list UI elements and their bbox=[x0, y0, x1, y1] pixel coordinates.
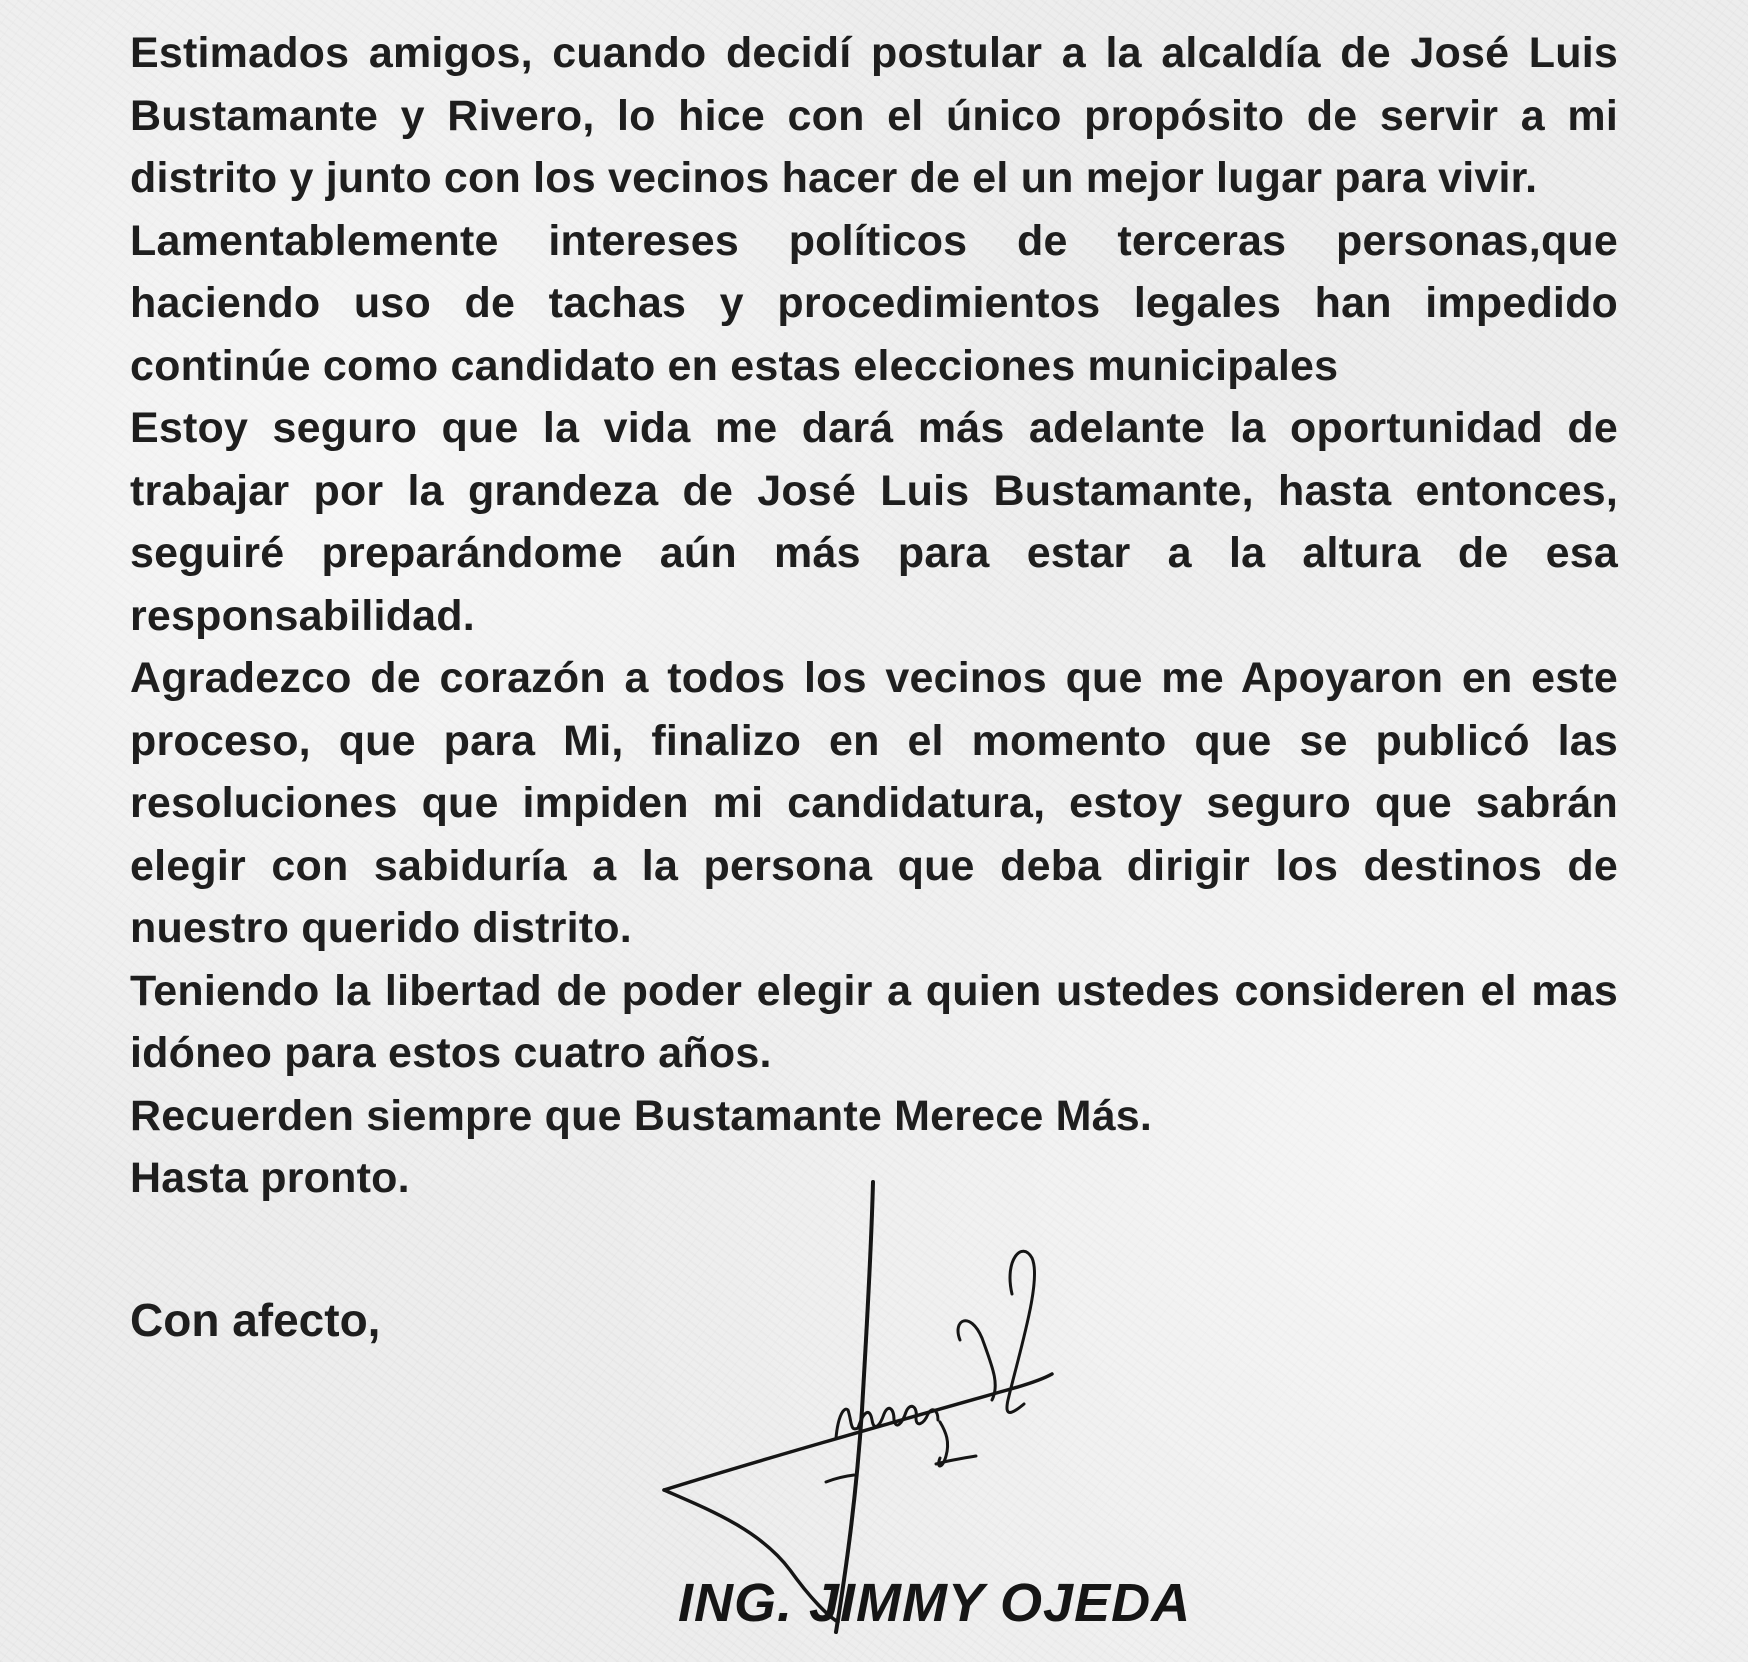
letter-body bbox=[130, 22, 1618, 1210]
paragraph-freedom: Teniendo la libertad de poder elegir a quien ustedes consideren el mas idóneo para estos cuatro años. bbox=[130, 966, 1618, 1077]
paragraph-slogan: Recuerden siempre que Bustamante Merece Más. bbox=[130, 1091, 1153, 1140]
signer-name: ING. JIMMY OJEDA bbox=[678, 1573, 1192, 1633]
paragraph-farewell: Hasta pronto. bbox=[130, 1154, 410, 1202]
paragraph-intro: Estimados amigos, cuando decidí postular a la alcaldía de José Luis Bustamante y Rivero, lo hice con el único propósito de servir a mi distrito y junto con los vecinos hacer de el un mejor lugar para vivir. bbox=[130, 29, 1618, 202]
closing-salutation: Con afecto, bbox=[130, 1294, 381, 1346]
paragraph-impediment: Lamentablemente intereses políticos de terceras personas,que haciendo uso de tachas y procedimientos legales han impedido continúe como candidato en estas elecciones municipales bbox=[130, 216, 1618, 390]
paragraph-thanks: Agradezco de corazón a todos los vecinos que me Apoyaron en este proceso, que para Mi, finalizo en el momento que se publicó las resoluciones que impiden mi candidatura, estoy seguro que sabrán elegir con sabiduría a la persona que deba dirigir los destinos de nuestro querido distrito. bbox=[130, 654, 1618, 952]
paragraph-future: Estoy seguro que la vida me dará más adelante la oportunidad de trabajar por la grandeza de José Luis Bustamante, hasta entonces, seguiré preparándome aún más para estar a la altura de esa responsabilidad. bbox=[130, 404, 1618, 640]
